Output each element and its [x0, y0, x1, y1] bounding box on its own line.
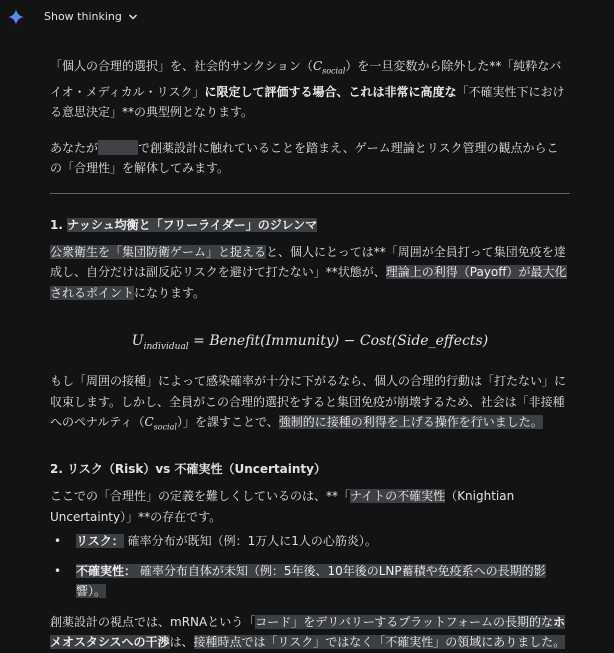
c-social-symbol: $C_{social}$	[144, 415, 177, 432]
list-item: • 不確実性： 確率分布自体が未知（例：5年後、10年後のLNP蓄積や免疫系への長期的影響）。	[76, 561, 570, 602]
section2-paragraph-2: 創薬設計の視点では、mRNAという「コード」をデリバリーするプラットフォームの長期的なホメオスタシスへの干渉は、接種時点では「リスク」ではなく「不確実性」の領域にありました。	[50, 614, 566, 650]
c-social-symbol: $C_{social}$	[312, 59, 346, 76]
list-item: • リスク： 確率分布が既知（例：1万人に1人の心筋炎）。	[76, 531, 570, 552]
response-content	[50, 56, 570, 653]
utility-formula: $U_{individual}$ = Benefit(Immunity) − Cost(Side_effects)	[131, 333, 489, 353]
show-thinking-toggle[interactable]	[44, 10, 138, 23]
section-heading-2: 2. リスク（Risk）vs 不確実性（Uncertainty）	[50, 462, 326, 477]
section-heading-1: 1. ナッシュ均衡と「フリーライダー」のジレンマ	[50, 217, 318, 232]
section1-paragraph: 公衆衛生を「集団防衛ゲーム」と捉えると、個人にとっては**「周囲が全員打って集団免疫を達成し、自分だけは副反応リスクを避けて打たない」**状態が、理論上の利得（Payoff）が最大化されるポイントになります。	[50, 244, 567, 300]
divider	[50, 193, 570, 194]
chevron-down-icon	[128, 12, 138, 22]
redacted-text	[98, 140, 138, 155]
context-paragraph: あなたが で創薬設計に触れていることを踏まえ、ゲーム理論とリスク管理の観点からこの「合理性」を解体してみます。	[50, 140, 559, 176]
show-thinking-label: Show thinking	[44, 10, 122, 23]
gemini-sparkle-icon	[8, 9, 24, 25]
section1-paragraph-2: もし「周囲の接種」によって感染確率が十分に下がるなら、個人の合理的行動は「打たない」に収束します。しかし、全員がこの合理的選択をすると集団免疫が崩壊するため、社会は「非接種へのペナルティ$(C_{social})$」を課すことで、強制的に接種の利得を上げる操作を行いました。	[50, 374, 567, 432]
risk-list	[50, 531, 570, 602]
top-bar	[0, 0, 614, 34]
section2-paragraph: ここでの「合理性」の定義を難しくしているのは、**「ナイトの不確実性（Knightian Uncertainty）」**の存在です。	[50, 489, 515, 524]
intro-paragraph: 「個人の合理的選択」を、社会的サンクション$(C_{social})$を一旦変数から除外した**「純粋なバイオ・メディカル・リスク」に限定して評価する場合、これは非常に高度な「不確実性下における意思決定」**の典型例となります。	[50, 59, 565, 120]
